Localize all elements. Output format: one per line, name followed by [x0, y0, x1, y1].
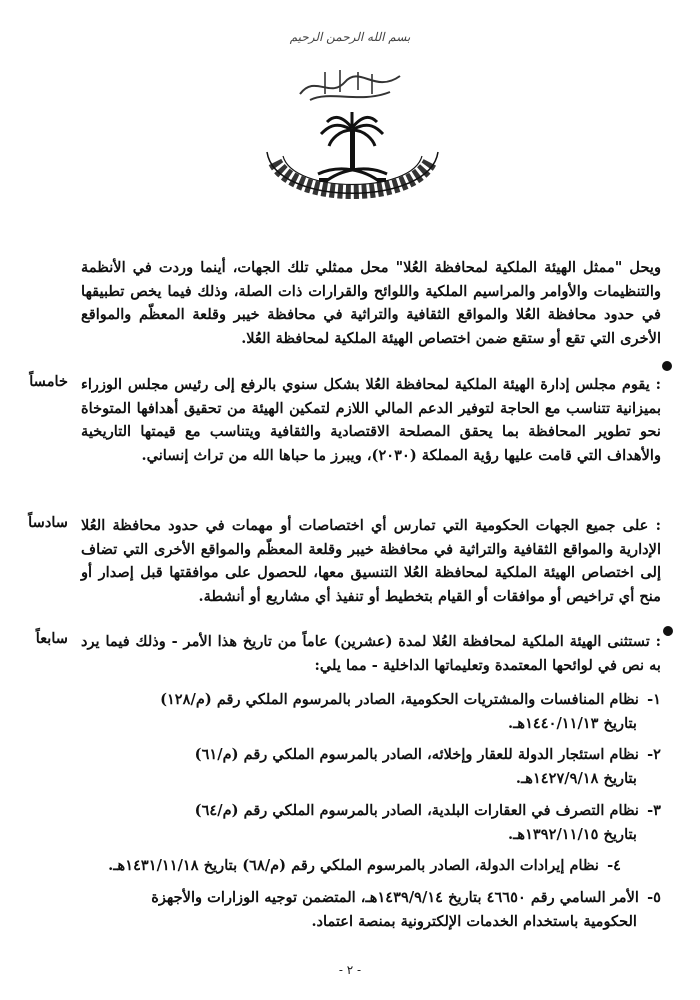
list-item: [41, 799, 661, 846]
crossed-swords-icon: [318, 169, 387, 182]
list-item-line1: نظام استئجار الدولة للعقار وإخلائه، الصادر بالمرسوم الملكي رقم (م/٦١): [194, 746, 639, 764]
list-item-line2: بتاريخ ١٤٤٠/١١/١٣هـ.: [508, 714, 637, 732]
list-item-number: ٤-: [607, 857, 621, 875]
section-label-fifth: خامساً: [29, 373, 68, 390]
list-item-line2: بتاريخ ١٤٢٧/٩/١٨هـ.: [515, 770, 637, 788]
list-item: [41, 854, 661, 878]
saudi-emblem-seal: [255, 112, 450, 222]
section-label-seventh: سابعاً: [35, 630, 68, 647]
list-item-line1: الأمر السامي رقم ٤٦٦٥٠ بتاريخ ١٤٣٩/٩/١٤هـ، المتضمن توجيه الوزارات والأجهزة: [151, 888, 639, 906]
palm-tree-icon: [321, 112, 383, 170]
list-item-number: ٢-: [647, 746, 661, 764]
list-item-line2: الحكومية باستخدام الخدمات الإلكترونية بمنصة اعتماد.: [311, 912, 637, 930]
list-item-line1: نظام التصرف في العقارات البلدية، الصادر بالمرسوم الملكي رقم (م/٦٤): [194, 801, 639, 819]
section-label-sixth: سادساً: [28, 514, 68, 531]
intro-paragraph: ويحل "ممثل الهيئة الملكية لمحافظة العُلا" محل ممثلي تلك الجهات، أينما وردت في الأنظمة والتنظيمات والأوامر والمراسيم الملكية واللوائح والقرارات ذات الصلة، وذلك فيما يخص تطبيقها في حدود محافظة العُلا والمواقع الثقافية والتراثية في محافظة خيبر وقلعة المعظّم والمواقع الأخرى التي تقع أو ستقع ضمن اختصاص الهيئة الملكية لمحافظة العُلا.: [81, 259, 661, 348]
list-item-line1: نظام المنافسات والمشتريات الحكومية، الصادر بالمرسوم الملكي رقم (م/١٢٨): [160, 691, 639, 708]
section-fifth-text: : يقوم مجلس إدارة الهيئة الملكية لمحافظة العُلا بشكل سنوي بالرفع إلى رئيس مجلس الوزراء بميزانية تتناسب مع الحاجة لتوفير الدعم المالي اللازم لتمكين الهيئة من تحقيق أهدافها المتوخاة نحو تطوير المحافظة بما يحقق المصلحة الاقتصادية والثقافية ويتناسب مع قيمتها التاريخية والأهداف التي قامت عليها رؤية المملكة (٢٠٣٠)، ويبرز ما حباها الله من تراث إنساني.: [81, 376, 661, 465]
bullet-dot: [662, 361, 672, 371]
list-item-number: ٣-: [647, 801, 661, 819]
list-item: [41, 886, 661, 933]
list-item: [41, 743, 661, 790]
section-sixth-text: : على جميع الجهات الحكومية التي تمارس أي اختصاصات أو مهمات في حدود محافظة العُلا الإدارية والمواقع الثقافية والتراثية في محافظة خيبر وقلعة المعظّم والمواقع الأخرى التي تضاف إلى اختصاص الهيئة الملكية لمحافظة العُلا التنسيق معها، للحصول على موافقتها قبل إصدار أو منح أي تراخيص أو موافقات أو القيام بتخطيط أو تنفيذ أي مشاريع أو أنشطة.: [81, 517, 661, 606]
tawhid-calligraphy: [290, 64, 410, 106]
basmala: بسم الله الرحمن الرحيم: [289, 30, 411, 44]
list-item-line1: نظام إيرادات الدولة، الصادر بالمرسوم الملكي رقم (م/٦٨) بتاريخ ١٤٣١/١١/١٨هـ.: [108, 857, 599, 875]
list-item-line2: بتاريخ ١٣٩٢/١١/١٥هـ.: [508, 825, 637, 843]
list-item-number: ٥-: [647, 888, 661, 906]
bullet-dot: [663, 626, 673, 636]
section-seventh-text: : تستثنى الهيئة الملكية لمحافظة العُلا لمدة (عشرين) عاماً من تاريخ هذا الأمر - وذلك فيما يرد به نص في لوائحها المعتمدة وتعليماتها الداخلية - مما يلي:: [81, 633, 661, 674]
list-item-number: ١-: [647, 691, 661, 708]
list-item: [41, 688, 661, 735]
page-number: - ٢ -: [338, 963, 362, 977]
exemptions-list: [41, 688, 661, 933]
